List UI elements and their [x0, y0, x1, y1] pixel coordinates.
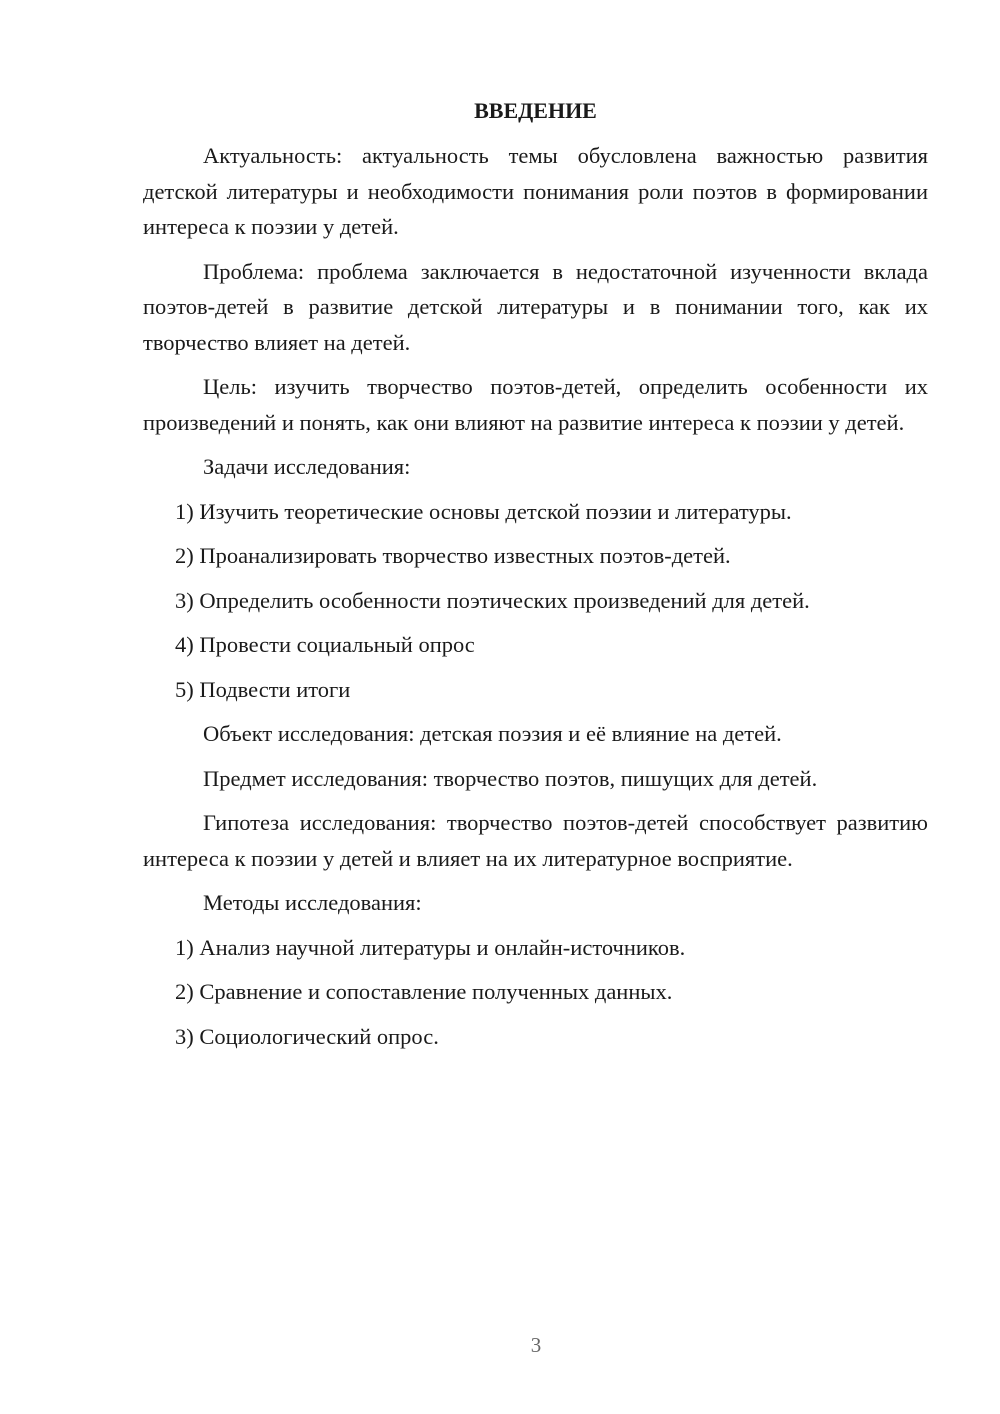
- methods-heading: Методы исследования:: [203, 890, 422, 915]
- relevance-paragraph: Актуальность: актуальность темы обусловлена важностью развития детской литературы и необходимости понимания роли поэтов в формировании интереса к поэзии у детей.: [143, 143, 928, 239]
- method-item: 2) Сравнение и сопоставление полученных данных.: [175, 979, 673, 1004]
- section-title: ВВЕДЕНИЕ: [474, 98, 597, 123]
- method-item: 3) Социологический опрос.: [175, 1023, 439, 1049]
- task-item: 1) Изучить теоретические основы детской поэзии и литературы.: [175, 498, 792, 524]
- page-number: 3: [530, 1333, 542, 1357]
- task-item: 5) Подвести итоги: [175, 676, 351, 702]
- task-item: 2) Проанализировать творчество известных поэтов-детей.: [175, 543, 731, 568]
- goal-paragraph: Цель: изучить творчество поэтов-детей, определить особенности их произведений и понять, как они влияют на развитие интереса к поэзии у детей.: [143, 374, 928, 435]
- task-item: 3) Определить особенности поэтических произведений для детей.: [175, 587, 810, 613]
- task-item: 4) Провести социальный опрос: [175, 632, 475, 657]
- subject-paragraph: Предмет исследования: творчество поэтов, пишущих для детей.: [203, 765, 818, 791]
- object-paragraph: Объект исследования: детская поэзия и её влияние на детей.: [203, 721, 782, 746]
- problem-paragraph: Проблема: проблема заключается в недостаточной изученности вклада поэтов-детей в развитие детской литературы и в понимании того, как их творчество влияет на детей.: [143, 258, 928, 355]
- hypothesis-paragraph: Гипотеза исследования: творчество поэтов-детей способствует развитию интереса к поэзии у детей и влияет на их литературное восприятие.: [143, 810, 928, 871]
- tasks-heading: Задачи исследования:: [203, 454, 411, 479]
- method-item: 1) Анализ научной литературы и онлайн-источников.: [175, 934, 686, 960]
- page-content: [143, 93, 928, 1063]
